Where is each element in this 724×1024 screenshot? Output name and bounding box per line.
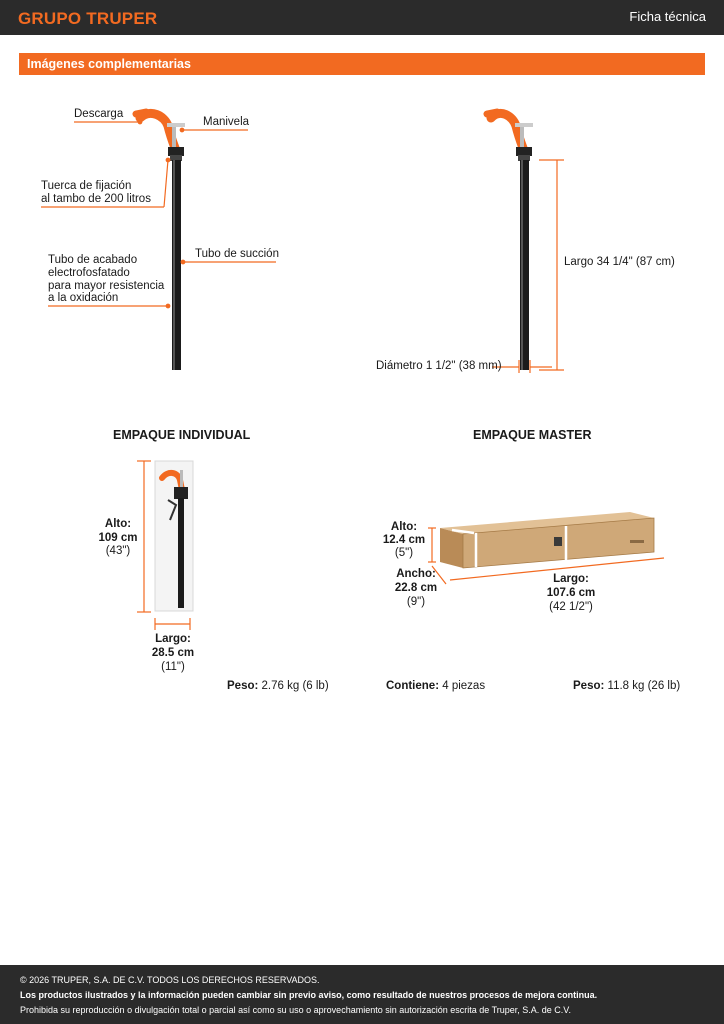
master-largo-label: Largo:: [553, 573, 589, 585]
individual-largo-imperial: (11"): [161, 661, 185, 673]
label-manivela: Manivela: [203, 116, 250, 128]
footer-notice: Los productos ilustrados y la información pueden cambiar sin previo aviso, como resultado de nuestros procesos de mejora continua.: [20, 990, 598, 1000]
individual-peso: [227, 680, 329, 693]
label-tubo-line3: para mayor resistencia: [48, 280, 165, 292]
master-peso: [573, 680, 680, 693]
master-peso-value: 11.8 kg (26 lb): [607, 680, 681, 692]
footer-copyright: © 2026 TRUPER, S.A. DE C.V. TODOS LOS DERECHOS RESERVADOS.: [20, 975, 320, 985]
individual-largo-label: Largo:: [155, 633, 191, 645]
diametro-metric: (38 mm): [458, 360, 502, 372]
pump-image: [136, 112, 185, 370]
largo-value: Largo 34 1/4": [564, 256, 633, 268]
label-tuerca-line2: al tambo de 200 litros: [41, 193, 151, 205]
master-ancho-metric: 22.8 cm: [394, 582, 438, 594]
label-tubo-line4: a la oxidación: [48, 292, 119, 304]
individual-package-image: [155, 461, 193, 611]
individual-alto-imperial: (43"): [105, 545, 131, 557]
individual-alto-label: Alto:: [104, 518, 132, 530]
master-ancho-imperial: (9"): [406, 596, 426, 608]
individual-peso-label: Peso:: [227, 680, 259, 692]
master-contiene-value: 4 piezas: [442, 680, 486, 692]
individual-heading: EMPAQUE INDIVIDUAL: [113, 428, 251, 442]
label-largo: [564, 256, 675, 269]
master-alto-label: Alto:: [390, 521, 418, 533]
master-ancho-label: Ancho:: [396, 568, 436, 580]
master-peso-label: Peso:: [573, 680, 605, 692]
label-diametro: [376, 360, 502, 373]
individual-alto-metric: 109 cm: [98, 532, 138, 544]
individual-largo-metric: 28.5 cm: [151, 647, 195, 659]
footer-prohibition: Prohibida su reproducción o divulgación total o parcial así como su uso o aprovechamiento sin autorización escrita de Truper, S.A. de C.V.: [20, 1005, 571, 1015]
master-alto-imperial: (5"): [394, 547, 414, 559]
individual-peso-value: 2.76 kg (6 lb): [261, 680, 329, 692]
pump-dimensions-image: [487, 112, 533, 370]
brand-logo: GRUPO TRUPER: [18, 9, 158, 28]
master-largo-imperial: (42 1/2"): [549, 601, 593, 613]
master-contiene-label: Contiene:: [386, 680, 440, 692]
master-largo-metric: 107.6 cm: [546, 587, 596, 599]
label-tuerca-line1: Tuerca de fijación: [41, 180, 132, 192]
master-alto-metric: 12.4 cm: [382, 534, 426, 546]
master-contiene: [386, 680, 485, 693]
label-tubo-succion: Tubo de succión: [195, 248, 279, 260]
section-title: Imágenes complementarias: [27, 57, 191, 71]
label-descarga: Descarga: [74, 108, 124, 120]
label-tubo-line2: electrofosfatado: [48, 267, 130, 279]
largo-metric: (87 cm): [635, 256, 675, 268]
document-type: Ficha técnica: [629, 9, 706, 24]
footer: [0, 965, 724, 1024]
master-box-image: [440, 512, 654, 568]
label-tubo-line1: Tubo de acabado: [48, 254, 138, 266]
master-heading: EMPAQUE MASTER: [473, 428, 592, 442]
diametro-value: Diámetro 1 1/2": [376, 360, 456, 372]
